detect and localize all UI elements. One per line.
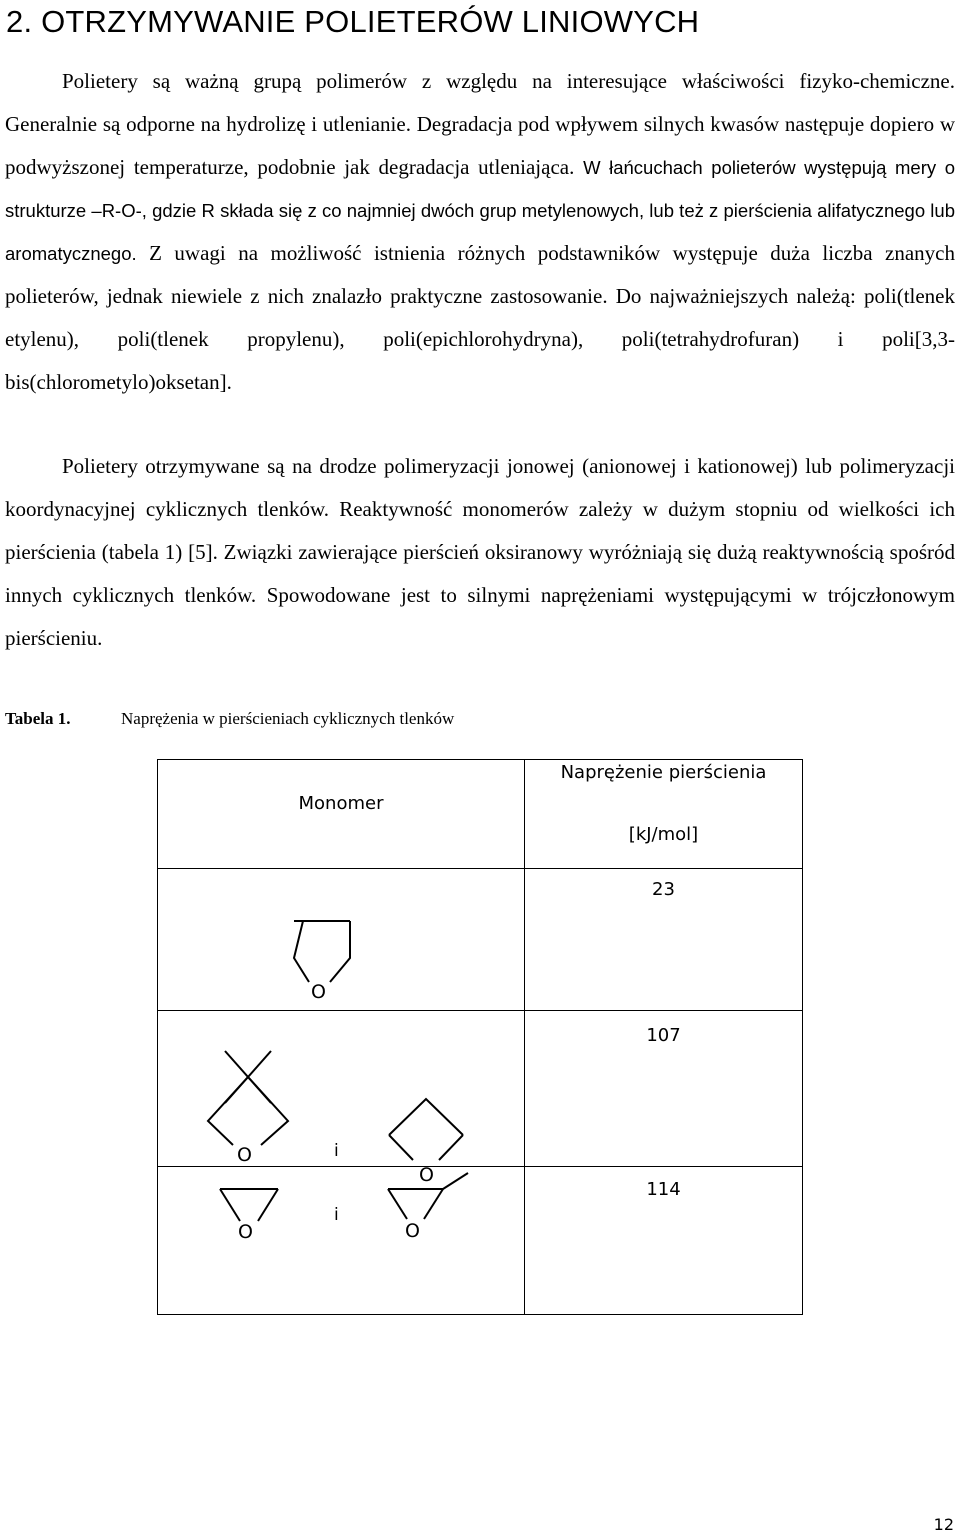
- header-cell-strain: [525, 760, 803, 869]
- methyloxirane-oxygen-label: O: [405, 1220, 420, 1242]
- ring-strain-table: [157, 759, 803, 1315]
- and-separator: i: [334, 1141, 339, 1161]
- oxetane-structures: [158, 1011, 525, 1186]
- thf-oxygen-label: O: [311, 981, 326, 1003]
- oxirane-bond-left: [220, 1189, 240, 1221]
- paragraph-properties: [5, 60, 955, 404]
- oxetane-substituted-oxygen-label: O: [237, 1144, 252, 1166]
- table-row: [158, 1167, 803, 1315]
- paragraph-properties-text-b: W łańcuchach polieterów występują mery o strukturze –R-O-, gdzie R składa się z co najmniej dwóch grup metylenowych, lub też z pierścienia alifatycznego lub aromatycznego.: [5, 157, 956, 264]
- oxetane-bond-right: [439, 1135, 463, 1160]
- section-heading: 2. OTRZYMYWANIE POLIETERÓW LINIOWYCH: [6, 4, 700, 39]
- strain-cell-thf: [525, 869, 803, 1011]
- strain-value-oxirane: 114: [646, 1179, 681, 1200]
- table-row: [158, 1011, 803, 1167]
- oxetane-bond-top: [389, 1099, 463, 1135]
- structure-cell-thf: [158, 869, 525, 1011]
- tetrahydrofuran-structure: [158, 869, 525, 1010]
- oxetane-oxygen-label: O: [419, 1164, 434, 1186]
- table-row: [158, 869, 803, 1011]
- table-header-row: [158, 760, 803, 869]
- methyloxirane-bond-left: [388, 1189, 407, 1219]
- oxetane-substituted-bond-left: [208, 1077, 248, 1145]
- thf-bond-right: [330, 921, 350, 982]
- structure-cell-oxirane: [158, 1167, 525, 1315]
- strain-cell-oxirane: [525, 1167, 803, 1315]
- paragraph-polymerization: Polietery otrzymywane są na drodze polimeryzacji jonowej (anionowej i kationowej) lub polimeryzacji koordynacyjnej cyklicznych tlenków. Reaktywność monomerów zależy w dużym stopniu od wielkości ich pierścienia (tabela 1) [5]. Związki zawierające pierścień oksiranowy wyróżniają się dużą reaktywnością spośród innych cyklicznych tlenków. Spowodowane jest to silnymi naprężeniami występującymi w trójczłonowym pierścieniu.: [5, 454, 955, 650]
- paragraph-properties-text-a: Polietery są ważną grupą polimerów z względu na interesujące właściwości fizyko-chemiczne. Generalnie są odporne na hydrolizę i utlenianie. Degradacja pod wpływem silnych kwasów następuje dopiero w podwyższonej temperaturze, podobnie jak degradacja utleniająca.: [5, 69, 955, 179]
- strain-value-oxetane: 107: [646, 1025, 681, 1046]
- thf-bond-left: [294, 921, 309, 982]
- table-label: Tabela 1.: [5, 709, 71, 728]
- table-caption: Naprężenia w pierścieniach cyklicznych tlenków: [121, 709, 455, 728]
- header-strain-text: Naprężenie pierścienia: [560, 762, 767, 783]
- header-monomer-text: Monomer: [298, 793, 384, 814]
- methyloxirane-bond-right: [424, 1189, 443, 1219]
- oxetane-substituted-bond-right: [248, 1077, 288, 1145]
- methyl-bond: [443, 1173, 468, 1189]
- and-separator: i: [334, 1205, 339, 1225]
- strain-cell-oxetane: [525, 1011, 803, 1167]
- structure-cell-oxetane: [158, 1011, 525, 1186]
- paragraph-properties-text-c: Z uwagi na możliwość istnienia różnych podstawników występuje duża liczba znanych polieterów, jednak niewiele z nich znalazło praktyczne zastosowanie. Do najważniejszych należą: poli(tlenek etylenu), poli(tlenek propylenu), poli(epichlorohydryna), poli(tetrahydrofuran) i poli[3,3-bis(chlorometylo)oksetan].: [5, 241, 955, 394]
- oxirane-bond-right: [258, 1189, 278, 1221]
- page-number: 12: [933, 1515, 954, 1534]
- oxetane-bond-left: [389, 1135, 413, 1160]
- oxirane-oxygen-label: O: [238, 1221, 253, 1243]
- header-cell-monomer: [158, 760, 525, 869]
- strain-value-thf: 23: [652, 879, 675, 900]
- oxirane-structures: [158, 1167, 525, 1314]
- header-strain-unit: [kJ/mol]: [628, 824, 699, 845]
